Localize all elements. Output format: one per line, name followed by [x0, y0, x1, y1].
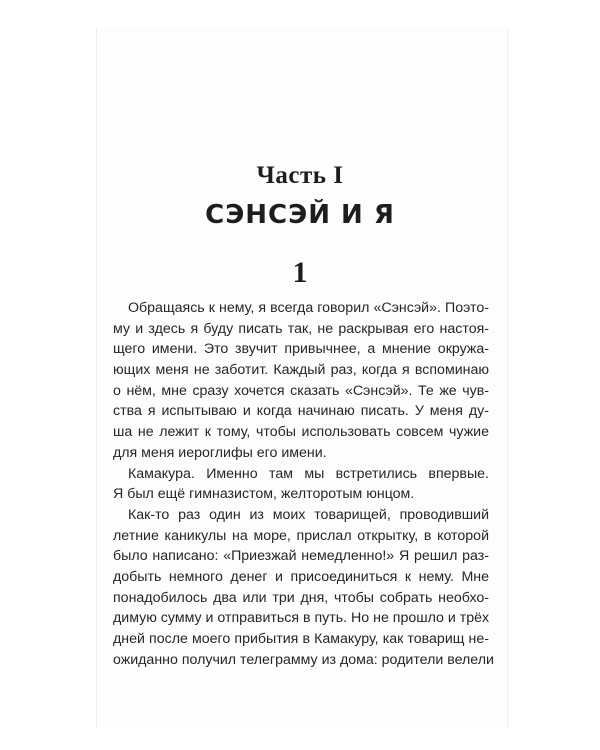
text-line: для меня иероглифы его имени.	[113, 444, 327, 461]
section-number: 1	[292, 256, 308, 289]
text-line: ства я испытываю и когда начинаю писать. У меня ду-	[113, 403, 489, 420]
paragraph	[113, 298, 489, 464]
text-line: Обращаясь к нему, я всегда говорил «Сэнсэй». Поэто-	[128, 300, 489, 316]
chapter-title: СЭНСЭЙ И Я	[205, 200, 395, 230]
text-line: ожиданно получил телеграмму из дома: родители велели	[113, 651, 494, 668]
text-line: щего имени. Это звучит привычнее, а мнение окружа-	[113, 341, 489, 358]
text-line: добыть немного денег и присоединиться к нему. Мне	[113, 568, 489, 585]
text-line: ющих меня не заботит. Каждый раз, когда я вспоминаю	[113, 362, 489, 379]
text-line: Как-то раз один из моих товарищей, проводивший	[128, 506, 489, 523]
text-line: летние каникулы на море, прислал открытку, в которой	[113, 527, 489, 544]
text-line: ша не лежит к тому, чтобы использовать совсем чужие	[113, 424, 489, 441]
text-line: дней после моего прибытия в Камакуру, как товарищ не-	[113, 631, 489, 647]
text-line: было написано: «Приезжай немедленно!» Я решил раз-	[113, 548, 489, 565]
text-line: му и здесь я буду писать так, не раскрывая его настоя-	[113, 320, 489, 337]
body-text	[113, 298, 494, 670]
paragraph	[113, 505, 494, 671]
text-line: понадобилось два или три дня, чтобы собрать необхо-	[113, 589, 489, 606]
text-line: димую сумму и отправиться в путь. Но не прошло и трёх	[113, 610, 490, 627]
text-line: о нём, мне сразу хочется сказать «Сэнсэй». Те же чув-	[113, 382, 489, 399]
part-title: Часть I	[256, 162, 344, 189]
paragraph	[113, 464, 489, 505]
text-line: Камакура. Именно там мы встретились впервые.	[128, 465, 489, 482]
text-line: Я был ещё гимназистом, желторотым юнцом.	[113, 486, 415, 503]
